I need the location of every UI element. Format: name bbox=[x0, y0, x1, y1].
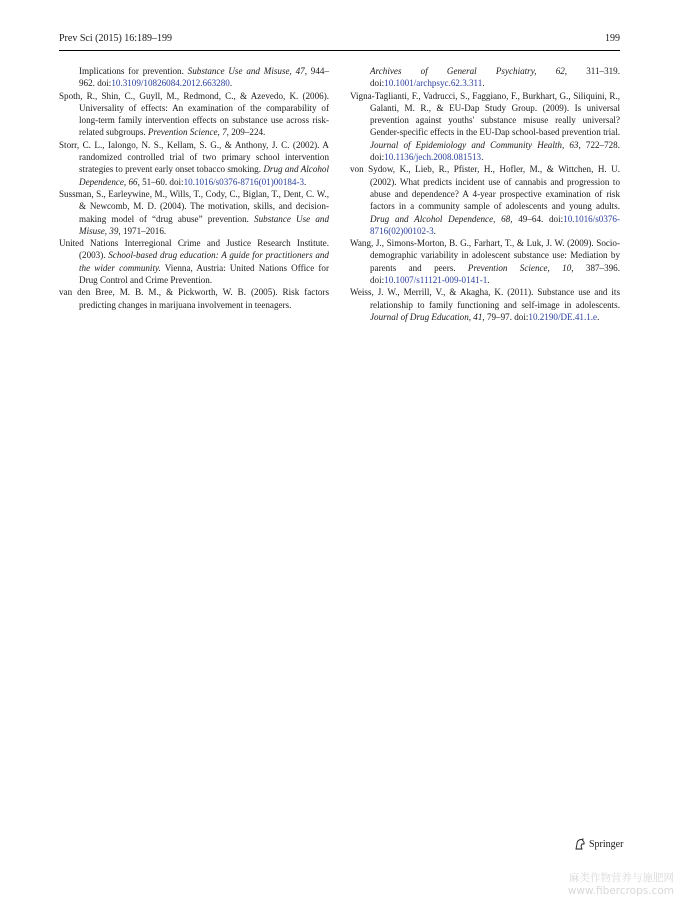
reference-text: von Sydow, K., Lieb, R., Pfister, H., Hofler, M., & Wittchen, H. U. (2002). What predicts incident use of cannabis and progression to abuse and dependence? A 4-year prospective examination of risk factors in a community sample of adolescents and young adults. bbox=[350, 164, 620, 212]
reference-text: Vigna-Taglianti, F., Vadrucci, S., Faggiano, F., Burkhart, G., Siliquini, R., Galanti, M. R., & EU-Dap Study Group. (2009). Is universal prevention against youths' substance misuse really universal? Gender-specific effects in the EU-Dap school-based prevention trial. bbox=[350, 90, 620, 138]
reference-entry bbox=[59, 286, 329, 311]
running-header bbox=[59, 33, 620, 49]
reference-doi-link[interactable]: 10.3109/10826084.2012.663280 bbox=[111, 78, 230, 89]
reference-entry bbox=[350, 237, 620, 286]
reference-journal: Archives of General Psychiatry, 62 bbox=[370, 66, 565, 76]
journal-citation: Prev Sci (2015) 16:189–199 bbox=[59, 33, 173, 44]
reference-doi-link[interactable]: 10.1001/archpsyc.62.3.311 bbox=[384, 78, 483, 89]
reference-text: , 311–319. doi: bbox=[370, 66, 621, 89]
reference-text: . bbox=[433, 225, 436, 236]
reference-entry bbox=[59, 65, 329, 90]
reference-entry bbox=[59, 90, 329, 139]
reference-journal: Journal of Drug Education, 41 bbox=[370, 311, 483, 322]
watermark-line-1: 麻类作物营养与施肥网 bbox=[569, 872, 674, 884]
reference-doi-link[interactable]: 10.1136/jech.2008.081513 bbox=[384, 152, 482, 163]
reference-doi-link[interactable]: 10.1016/s0376-8716(02)00102-3 bbox=[370, 213, 620, 236]
reference-journal: Prevention Science, 7 bbox=[147, 127, 227, 138]
reference-text: , 944–962. doi: bbox=[79, 66, 329, 89]
reference-doi-link[interactable]: 10.2190/DE.41.1.e bbox=[528, 311, 598, 322]
reference-text: , 387–396. doi: bbox=[370, 262, 620, 286]
reference-text: , 49–64. doi: bbox=[510, 213, 564, 224]
reference-text: . bbox=[304, 176, 307, 187]
reference-text: van den Bree, M. B. M., & Pickworth, W. B. (2005). Risk factors predicting changes in marijuana involvement in teenagers. bbox=[59, 287, 329, 310]
reference-text: . bbox=[597, 311, 600, 322]
reference-journal: School-based drug education: A guide for practitioners and the wider community. bbox=[79, 250, 329, 273]
reference-doi-link[interactable]: 10.1016/s0376-8716(01)00184-3 bbox=[183, 176, 305, 187]
references-left-column bbox=[59, 65, 329, 311]
reference-journal: Drug and Alcohol Dependence, 66 bbox=[79, 164, 329, 187]
reference-text: , 1971–2016. bbox=[118, 225, 167, 236]
reference-text: Implications for prevention. bbox=[79, 66, 188, 76]
reference-text: . bbox=[481, 152, 484, 163]
reference-text: Sussman, S., Earleywine, M., Wills, T., Cody, C., Biglan, T., Dent, C. W., & Newcomb, M. D. (2004). The motivation, skills, and decision-making model of “drug abuse” prevention. bbox=[59, 188, 329, 224]
reference-journal: Substance Use and Misuse, 39 bbox=[79, 213, 329, 236]
reference-text: Vienna, Austria: United Nations Office for Drug Control and Crime Prevention. bbox=[79, 262, 329, 286]
reference-entry bbox=[350, 163, 620, 237]
reference-text: Spoth, R., Shin, C., Guyll, M., Redmond, C., & Azevedo, K. (2006). Universality of effects: An examination of the comparability of long-term family intervention effects on substance use across risk-related subgroups. bbox=[59, 90, 329, 138]
reference-entry bbox=[59, 139, 329, 188]
reference-text: United Nations Interregional Crime and Justice Research Institute. (2003). bbox=[59, 238, 329, 261]
springer-horse-icon bbox=[574, 838, 586, 850]
reference-entry bbox=[350, 65, 620, 90]
reference-text: , 79–97. doi: bbox=[482, 311, 529, 322]
publisher-name: Springer bbox=[589, 838, 624, 850]
reference-entry bbox=[59, 188, 329, 237]
reference-journal: Prevention Science, 10 bbox=[467, 262, 572, 273]
reference-entry bbox=[59, 237, 329, 286]
reference-text: , 209–224. bbox=[226, 127, 266, 138]
reference-text: . bbox=[487, 275, 490, 286]
reference-entry bbox=[350, 286, 620, 323]
page-number: 199 bbox=[605, 33, 620, 44]
watermark-line-2: www.fibercrops.com bbox=[567, 885, 674, 897]
publisher-logo bbox=[574, 838, 623, 850]
reference-journal: Drug and Alcohol Dependence, 68 bbox=[370, 213, 511, 224]
reference-entry bbox=[350, 90, 620, 164]
reference-text: . bbox=[229, 78, 233, 89]
reference-journal: Journal of Epidemiology and Community Health, 63 bbox=[370, 139, 579, 150]
references-right-column bbox=[350, 65, 620, 323]
reference-doi-link[interactable]: 10.1007/s11121-009-0141-1 bbox=[384, 275, 488, 286]
reference-text: , 51–60. doi: bbox=[137, 176, 184, 187]
reference-journal: Substance Use and Misuse, 47 bbox=[187, 66, 305, 76]
reference-text: , 722–728. doi: bbox=[370, 139, 620, 163]
reference-text: Wang, J., Simons-Morton, B. G., Farhart, T., & Luk, J. W. (2009). Socio-demographic variability in adolescent substance use: Mediation by parents and peers. bbox=[350, 238, 620, 273]
reference-text: Weiss, J. W., Merrill, V., & Akagha, K. (2011). Substance use and its relationship to family functioning and self-image in adolescents. bbox=[350, 287, 620, 310]
header-rule bbox=[59, 50, 620, 51]
watermark bbox=[568, 872, 674, 898]
reference-text: . bbox=[482, 78, 485, 89]
reference-text: Storr, C. L., Ialongo, N. S., Kellam, S. G., & Anthony, J. C. (2002). A randomized controlled trial of two primary school intervention strategies to prevent early onset tobacco smoking. bbox=[59, 139, 329, 175]
